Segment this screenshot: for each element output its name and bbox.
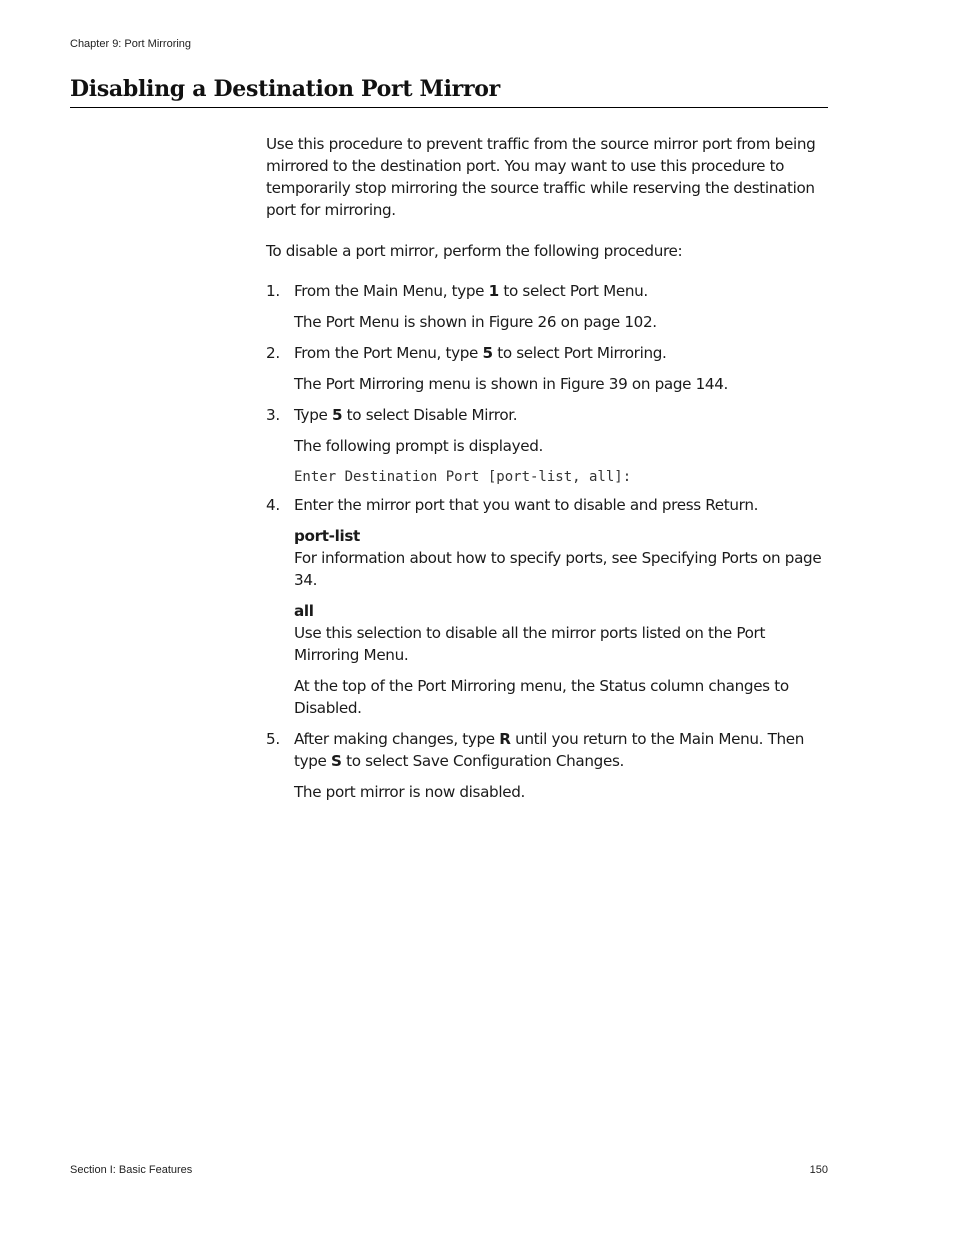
option-description: For information about how to specify ports, see Specifying Ports on page 34. [294,549,822,589]
step-note: At the top of the Port Mirroring menu, the Status column changes to Disabled. [294,677,789,717]
option-all [266,600,828,666]
key-label: 1 [488,282,499,300]
page-title: Disabling a Destination Port Mirror [70,76,828,108]
step-4: 4. Enter the mirror port that you want to disable and press Return. [266,496,759,514]
key-label: R [499,730,511,748]
step-2: 2. From the Port Menu, type 5 to select Port Mirroring. [266,344,667,362]
step-note: The following prompt is displayed. [294,437,544,455]
option-port-list [266,525,828,591]
procedure-lead: To disable a port mirror, perform the following procedure: [266,242,683,260]
step-number: 2. [266,344,280,362]
key-label: 5 [331,406,343,424]
step-number: 1. [266,282,280,300]
key-label: S [331,752,342,770]
option-description: Use this selection to disable all the mirror ports listed on the Port Mirroring Menu. [294,624,766,664]
prompt-code: Enter Destination Port [port-list, all]: [294,469,632,485]
step-1: 1. From the Main Menu, type 1 to select Port Menu. [266,282,648,300]
step-note: The Port Mirroring menu is shown in Figure 39 on page 144. [294,375,728,393]
step-5: 5. After making changes, type R until you return to the Main Menu. Then type S to select Save Configuration Changes. [266,730,805,770]
step-number: 4. [266,496,280,514]
footer-section: Section I: Basic Features [70,1164,193,1176]
step-note: The port mirror is now disabled. [294,783,525,801]
step-3: 3. Type 5 to select Disable Mirror. [266,406,518,424]
running-header: Chapter 9: Port Mirroring [70,38,192,50]
option-term: all [294,602,314,620]
step-number: 5. [266,730,280,748]
main-content [266,133,828,812]
option-term: port-list [294,527,360,545]
page-number: 150 [809,1164,828,1176]
intro-paragraph: Use this procedure to prevent traffic from the source mirror port from being mirrored to the destination port. You may want to use this procedure to temporarily stop mirroring the source traffic while reserving the destination port for mirroring. [266,135,816,219]
step-number: 3. [266,406,280,424]
key-label: 5 [482,344,493,362]
step-note: The Port Menu is shown in Figure 26 on page 102. [294,313,657,331]
